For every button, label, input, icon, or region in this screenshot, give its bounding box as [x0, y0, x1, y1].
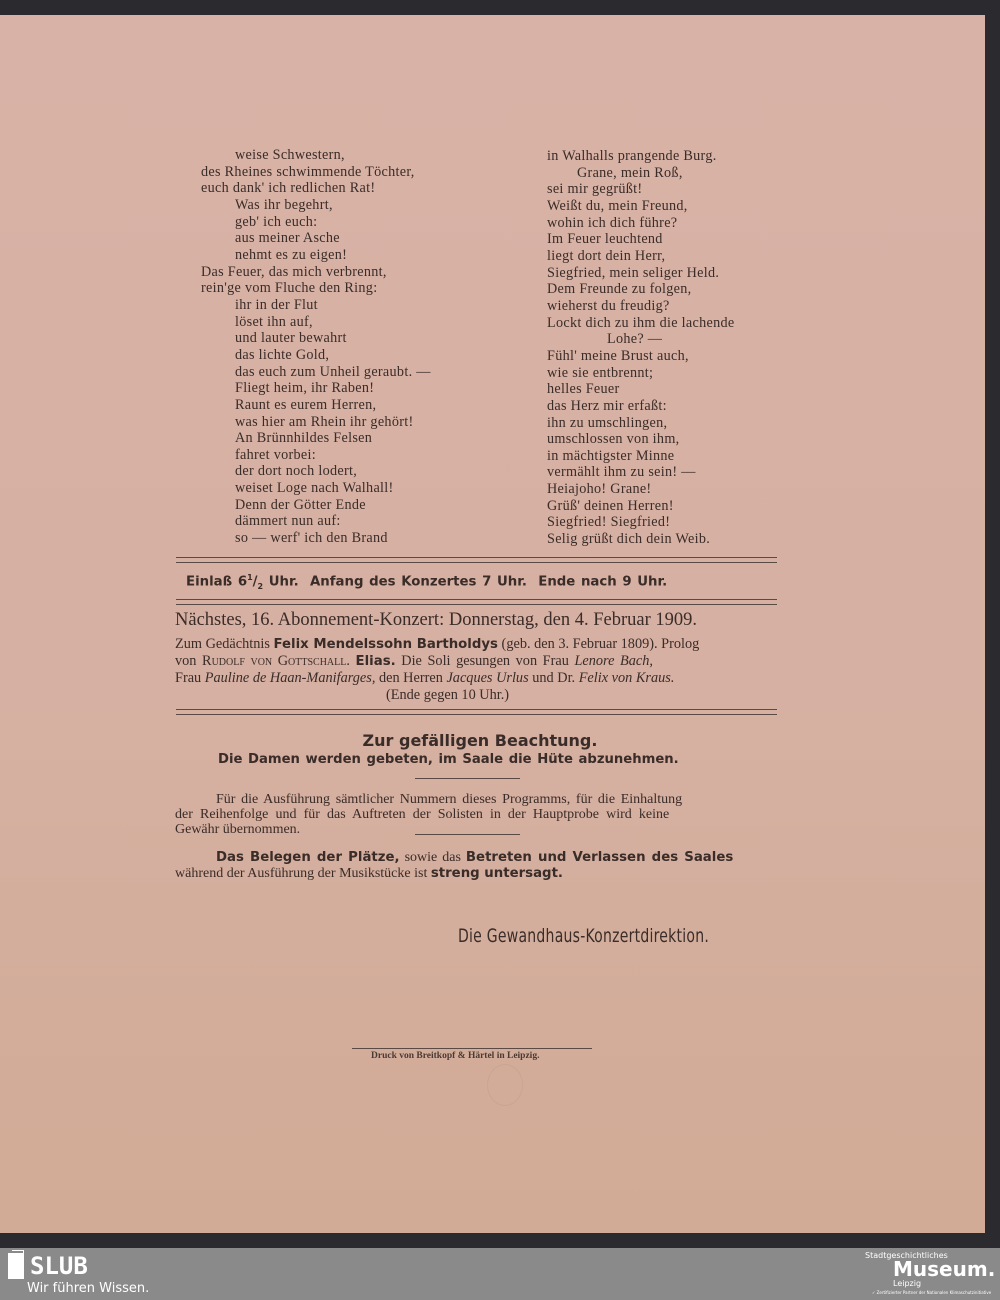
poem-line: ihr in der Flut	[235, 296, 318, 313]
poem-line: Weißt du, mein Freund,	[547, 197, 688, 214]
text: während der Ausführung der Musikstücke ist	[175, 866, 431, 881]
poem-line: geb' ich euch:	[235, 213, 318, 230]
entry-exit-emphasis: Betreten und Verlassen des Saales	[465, 850, 734, 865]
slub-tagline: Wir führen Wissen.	[27, 1281, 150, 1296]
printer-imprint: Druck von Breitkopf & Härtel in Leipzig.	[371, 1051, 540, 1061]
next-concert-line	[175, 653, 653, 670]
short-rule	[415, 778, 520, 779]
poem-line: Lohe? —	[607, 331, 663, 348]
poem-line: des Rheines schwimmende Töchter,	[201, 163, 415, 180]
printer-rule	[352, 1048, 592, 1049]
poem-line: An Brünnhildes Felsen	[235, 430, 373, 447]
slub-book-icon-page	[12, 1250, 24, 1274]
next-concert-line	[175, 670, 674, 687]
poem-line: in mächtigster Minne	[547, 447, 675, 464]
notice-seating-line	[175, 866, 563, 882]
museum-name: Museum.	[893, 1257, 996, 1281]
fraction-denominator: 2	[257, 582, 264, 592]
poem-line: Das Feuer, das mich verbrennt,	[201, 263, 387, 280]
soloist-name: Jacques Urlus	[446, 670, 529, 686]
poem-left-column	[201, 147, 431, 547]
poem-line: Denn der Götter Ende	[235, 496, 366, 513]
seating-emphasis: Das Belegen der Plätze,	[216, 850, 400, 865]
poem-line: wohin ich dich führe?	[547, 214, 678, 231]
text: (geb. den 3. Februar 1809). Prolog	[497, 636, 700, 652]
soloist-name: Pauline de Haan-Manifarges,	[204, 670, 376, 686]
poem-line: Heiajoho! Grane!	[547, 481, 652, 498]
poem-line: in Walhalls prangende Burg.	[547, 148, 717, 164]
text: sowie das	[399, 850, 466, 865]
text: den Herren	[375, 670, 447, 686]
poem-line: wie sie entbrennt;	[547, 364, 654, 381]
fraction-numerator: 1	[247, 573, 253, 582]
embossed-stamp-icon	[487, 1064, 523, 1106]
soloist-name: Felix von Kraus.	[578, 670, 675, 686]
poem-line: liegt dort dein Herr,	[547, 247, 666, 264]
double-rule	[176, 557, 777, 558]
notice-seating-line	[216, 850, 733, 866]
concert-times: Einlaß $6^1/_2$ Uhr. Anfang des Konzertes 7 Uhr. Ende nach 9 Uhr.	[186, 573, 668, 592]
poem-right-column	[547, 148, 734, 548]
composer-name: Felix Mendelssohn Bartholdys	[273, 637, 498, 652]
poem-line: was hier am Rhein ihr gehört!	[235, 413, 414, 430]
poem-line: so — werf' ich den Brand	[235, 530, 388, 547]
double-rule	[176, 709, 777, 710]
poem-line: löset ihn auf,	[235, 313, 313, 330]
notice-paragraph-line: der Reihenfolge und für das Auftreten der Solisten in der Hauptprobe wird keine	[175, 807, 670, 822]
short-rule	[415, 834, 520, 835]
text: Frau	[175, 670, 205, 686]
poem-line: nehmt es zu eigen!	[235, 246, 348, 263]
double-rule	[176, 604, 777, 605]
admission-unit: Uhr.	[263, 574, 299, 590]
poem-line: ihn zu umschlingen,	[547, 414, 668, 431]
poem-line: dämmert nun auf:	[235, 513, 341, 530]
text: Zum Gedächtnis	[175, 636, 274, 652]
poem-line: euch dank' ich redlichen Rat!	[201, 180, 376, 197]
poem-line: Fühl' meine Brust auch,	[547, 347, 689, 364]
museum-city: Leipzig	[893, 1279, 922, 1288]
poem-line: Fliegt heim, ihr Raben!	[235, 380, 375, 397]
poem-line: Raunt es eurem Herren,	[235, 396, 377, 413]
poem-line: umschlossen von ihm,	[547, 431, 680, 448]
end-time: Ende nach 9 Uhr.	[538, 574, 668, 590]
poem-line: Im Feuer leuchtend	[547, 231, 663, 248]
poem-line: wieherst du freudig?	[547, 297, 670, 314]
poem-line: fahret vorbei:	[235, 446, 317, 463]
next-concert-line	[175, 636, 699, 653]
poem-line: Dem Freunde zu folgen,	[547, 281, 692, 298]
double-rule	[176, 599, 777, 600]
poem-line: Was ihr begehrt,	[235, 196, 333, 213]
poem-line: rein'ge vom Fluche den Ring:	[201, 280, 378, 297]
poem-line: sei mir gegrüßt!	[547, 181, 643, 198]
next-concert-headline: Nächstes, 16. Abonnement-Konzert: Donnerstag, den 4. Februar 1909.	[175, 610, 697, 630]
poem-line: Selig grüßt dich dein Weib.	[547, 531, 711, 548]
museum-certification: ✓ Zertifizierter Partner der Nationalen Klimaschutzinitiative	[872, 1290, 992, 1295]
poem-line: vermählt ihm zu sein! —	[547, 464, 696, 481]
poem-line: Lockt dich zu ihm die lachende	[547, 314, 735, 331]
start-time: Anfang des Konzertes 7 Uhr.	[309, 574, 527, 590]
certification-text: Zertifizierter Partner der Nationalen Klimaschutzinitiative	[876, 1290, 992, 1295]
poem-line: Grüß' deinen Herren!	[547, 497, 674, 514]
poem-line: Siegfried, mein seliger Held.	[547, 264, 720, 281]
work-title: Elias.	[355, 654, 396, 669]
footer-bar	[0, 1248, 1000, 1300]
poem-line: Siegfried! Siegfried!	[547, 514, 671, 531]
text: von	[175, 653, 203, 669]
poem-line: Grane, mein Roß,	[577, 164, 683, 181]
poem-line: das Herz mir erfaßt:	[547, 397, 667, 414]
notice-paragraph-line: Für die Ausführung sämtlicher Nummern dieses Programms, für die Einhaltung	[216, 792, 683, 807]
poem-line: aus meiner Asche	[235, 230, 340, 247]
poem-line: der dort noch lodert,	[235, 463, 358, 480]
double-rule	[176, 562, 777, 563]
next-concert-end: (Ende gegen 10 Uhr.)	[386, 687, 510, 703]
notice-ladies-hats: Die Damen werden gebeten, im Saale die Hüte abzunehmen.	[218, 752, 679, 767]
slub-logo-name: SLUB	[30, 1252, 88, 1280]
museum-top-line: Stadtgeschichtliches	[865, 1251, 948, 1260]
poem-line: das euch zum Unheil geraubt. —	[235, 363, 431, 380]
soloist-name: Lenore Bach,	[574, 653, 653, 669]
prohibition-emphasis: streng untersagt.	[430, 866, 563, 881]
poem-line: und lauter bewahrt	[235, 330, 347, 347]
poem-line: weiset Loge nach Walhall!	[235, 480, 394, 497]
notice-paragraph-line: Gewähr übernommen.	[175, 822, 301, 837]
text: Die Soli gesungen von Frau	[395, 653, 575, 669]
text: und Dr.	[528, 670, 579, 686]
poem-line: das lichte Gold,	[235, 346, 330, 363]
double-rule	[176, 714, 777, 715]
signature-konzertdirektion: Die Gewandhaus-Konzertdirektion.	[458, 925, 710, 947]
notice-title: Zur gefälligen Beachtung.	[362, 731, 598, 750]
prolog-author: Rudolf von Gottschall.	[202, 653, 350, 669]
admission-time: Einlaß 6	[186, 574, 248, 590]
poem-line: weise Schwestern,	[235, 147, 345, 163]
poem-line: helles Feuer	[547, 381, 620, 398]
